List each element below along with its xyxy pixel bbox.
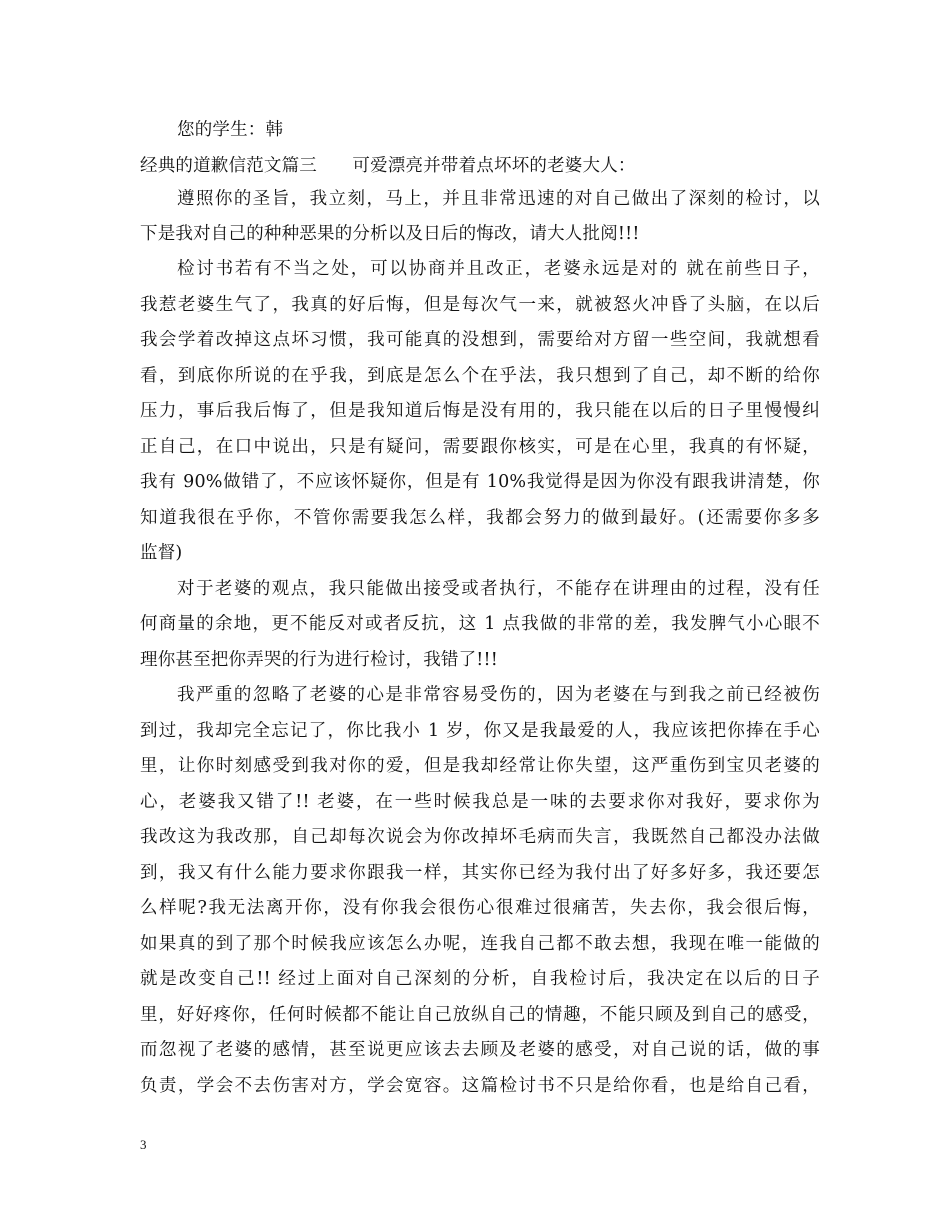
paragraph-line: 遵照你的圣旨，我立刻，马上，并且非常迅速的对自己做出了深刻的检讨，以	[177, 189, 820, 209]
paragraph-line: 理你甚至把你弄哭的行为进行检讨，我错了!!!	[140, 650, 498, 670]
paragraph-line: 我有 90%做错了，不应该怀疑你，但是有 10%我觉得是因为你没有跟我讲清楚，你	[140, 472, 820, 492]
paragraph-line: 我严重的忽略了老婆的心是非常容易受伤的，因为老婆在与到我之前已经被伤	[177, 685, 820, 705]
paragraph-line: 看，到底你所说的在乎我，到底是怎么个在乎法，我只想到了自己，却不断的给你	[140, 366, 820, 386]
signature-line: 您的学生：韩	[177, 120, 284, 140]
paragraph-line: 里，好好疼你，任何时候都不能让自己放纵自己的情趣，不能只顾及到自己的感受，	[140, 1005, 820, 1025]
paragraph-line: 我会学着改掉这点坏习惯，我可能真的没想到，需要给对方留一些空间，我就想看	[140, 330, 820, 350]
paragraph-line: 负责，学会不去伤害对方，学会宽容。这篇检讨书不只是给你看，也是给自己看，	[140, 1076, 820, 1096]
paragraph-line: 检讨书若有不当之处，可以协商并且改正，老婆永远是对的 就在前些日子，	[177, 259, 820, 279]
paragraph-line: 监督)	[140, 543, 183, 563]
section-heading-line: 经典的道歉信范文篇三 可爱漂亮并带着点坏坏的老婆大人：	[140, 156, 636, 176]
paragraph-line: 我改这为我改那，自己却每次说会为你改掉坏毛病而失言，我既然自己都没办法做	[140, 827, 820, 847]
paragraph-line: 如果真的到了那个时候我应该怎么办呢，连我自己都不敢去想，我现在唯一能做的	[140, 934, 820, 954]
page-number: 3	[140, 1137, 147, 1152]
paragraph-line: 而忽视了老婆的感情，甚至说更应该去去顾及老婆的感受，对自己说的话，做的事	[140, 1040, 820, 1060]
paragraph-line: 我惹老婆生气了，我真的好后悔，但是每次气一来，就被怒火冲昏了头脑，在以后	[140, 295, 820, 315]
paragraph-line: 到，我又有什么能力要求你跟我一样，其实你已经为我付出了好多好多，我还要怎	[140, 863, 820, 883]
paragraph-line: 就是改变自己!! 经过上面对自己深刻的分析，自我检讨后，我决定在以后的日子	[140, 969, 820, 989]
paragraph-line: 到过，我却完全忘记了，你比我小 1 岁，你又是我最爱的人，我应该把你捧在手心	[140, 721, 820, 741]
paragraph-line: 正自己，在口中说出，只是有疑问，需要跟你核实，可是在心里，我真的有怀疑，	[140, 437, 820, 457]
paragraph-line: 压力，事后我后悔了，但是我知道后悔是没有用的，我只能在以后的日子里慢慢纠	[140, 401, 820, 421]
paragraph-line: 心，老婆我又错了!! 老婆，在一些时候我总是一味的去要求你对我好，要求你为	[140, 792, 820, 812]
paragraph-line: 对于老婆的观点，我只能做出接受或者执行，不能存在讲理由的过程，没有任	[177, 579, 820, 599]
paragraph-line: 下是我对自己的种种恶果的分析以及日后的悔改，请大人批阅!!!	[140, 224, 640, 244]
paragraph-line: 么样呢?我无法离开你，没有你我会很伤心很难过很痛苦，失去你，我会很后悔，	[140, 898, 820, 918]
paragraph-line: 知道我很在乎你，不管你需要我怎么样，我都会努力的做到最好。(还需要你多多	[140, 508, 820, 528]
paragraph-line: 里，让你时刻感受到我对你的爱，但是我却经常让你失望，这严重伤到宝贝老婆的	[140, 756, 820, 776]
paragraph-line: 何商量的余地，更不能反对或者反抗，这 1 点我做的非常的差，我发脾气小心眼不	[140, 614, 820, 634]
